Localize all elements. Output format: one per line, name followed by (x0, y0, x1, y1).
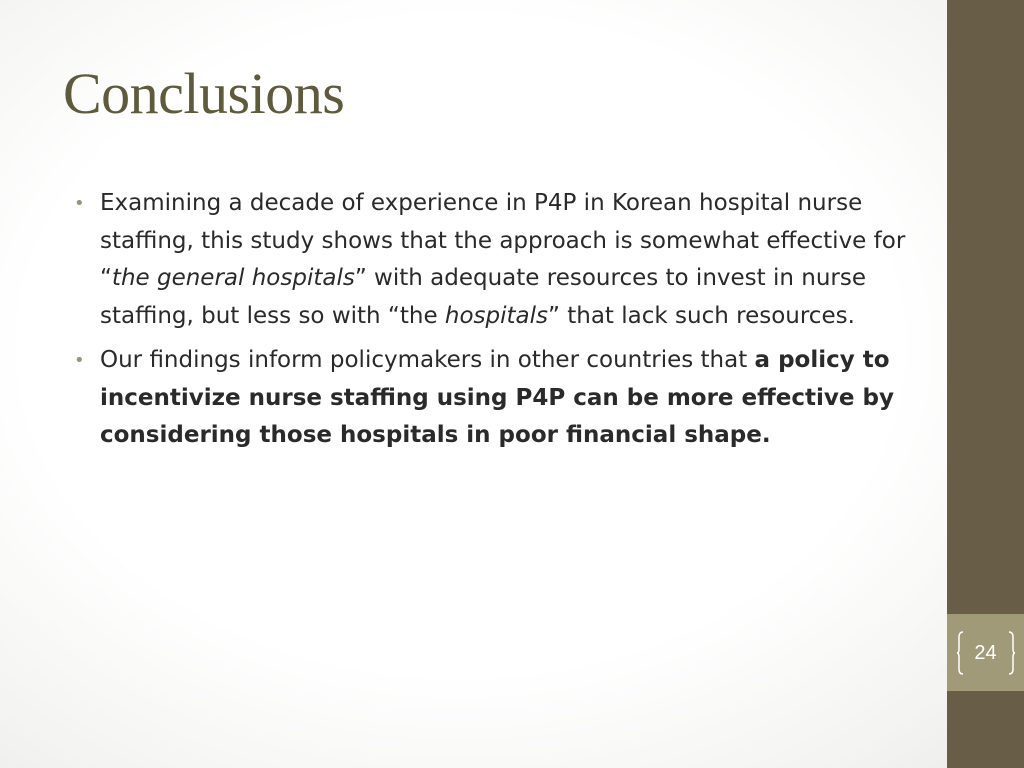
right-brace-icon (1008, 631, 1016, 675)
page-number-tab (947, 614, 1024, 691)
bullet-marker: • (74, 350, 85, 371)
page-number-frame (956, 631, 1016, 675)
bullet-text-italic: the general hospitals (111, 265, 355, 291)
bullet-text-italic: hospitals (444, 302, 549, 329)
left-brace-icon (956, 631, 964, 675)
bullet-text: Examining a decade of experience in P4P in Korean hospital nurse staffing, this study shows that the approach is somewhat effective for “ (100, 190, 906, 291)
bullet-item (72, 342, 912, 455)
bullet-marker: • (74, 193, 85, 214)
bullet-text: ” that lack such resources. (548, 302, 855, 329)
bullet-text: Our findings inform policymakers in other countries that (100, 347, 755, 373)
bullet-text: ” with adequate resources to invest in nurse staffing, but less so with “the (100, 265, 866, 329)
page-number: 24 (974, 641, 997, 664)
bullet-text-bold: a policy to incentivize nurse staffing using P4P can be more effective by considering those hospitals in poor financial shape. (100, 347, 894, 448)
bullet-list (72, 185, 912, 462)
slide-title: Conclusions (63, 61, 345, 126)
bullet-item (72, 185, 912, 335)
